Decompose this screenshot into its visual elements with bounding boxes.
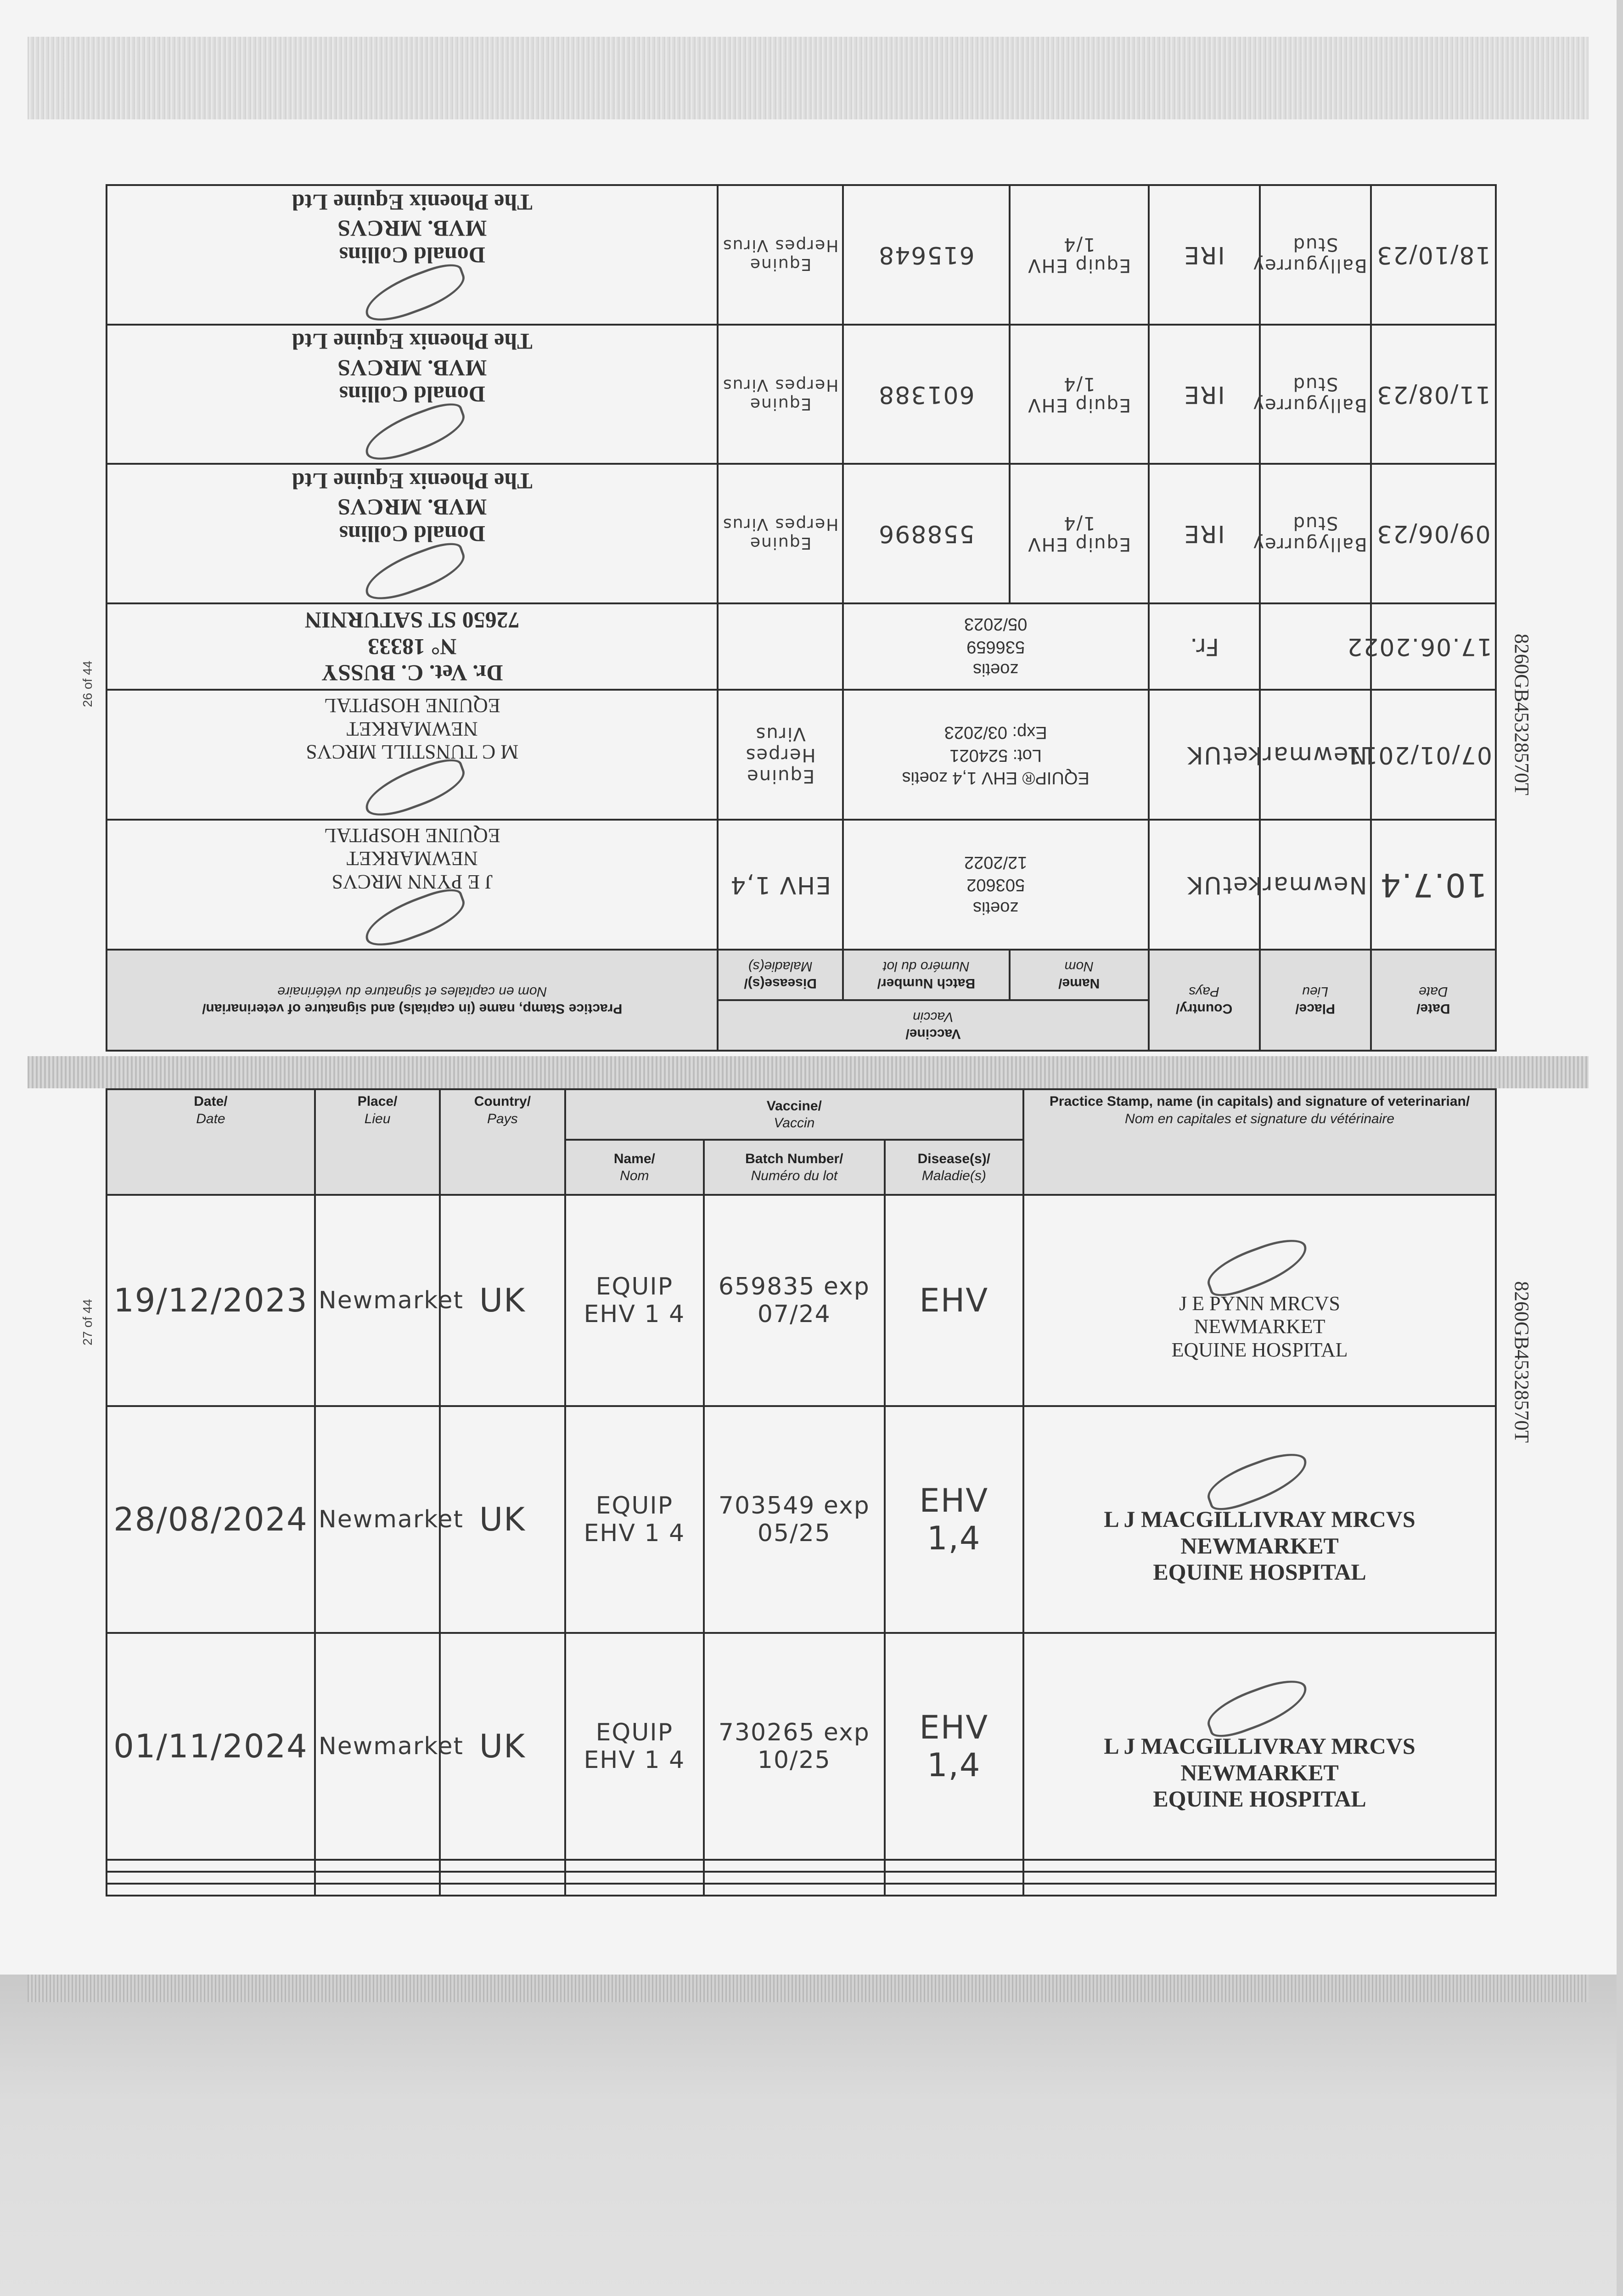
vaccination-table-lower [106, 1088, 1497, 1896]
cell-stamp [107, 325, 718, 464]
vet-stamp: Donald Collins MVB. MRCVS The Phoenix Equine Ltd [292, 329, 533, 408]
cell-date: 28/08/2024 [107, 1406, 315, 1633]
signature [353, 410, 472, 460]
cell-date: 18/10/23 [1371, 185, 1496, 325]
table-row [107, 1406, 1496, 1633]
cell-date: 09/06/23 [1371, 464, 1496, 603]
vet-stamp: J E PYNN MRCVS NEWMARKET EQUINE HOSPITAL [1171, 1292, 1348, 1361]
header-date: Date/ Date [107, 1089, 315, 1195]
vet-stamp: Donald Collins MVB. MRCVS The Phoenix Equine Ltd [292, 189, 533, 268]
header-place: Place/ Lieu [1260, 950, 1371, 1051]
cell-stamp [107, 464, 718, 603]
cell-name: Equip EHV 1/4 [1010, 325, 1149, 464]
cell-stamp [1023, 1633, 1496, 1860]
signature [1200, 1680, 1320, 1731]
signature [1200, 1453, 1320, 1504]
cell-batch: 615648 [843, 185, 1010, 325]
cell-name: EQUIP EHV 1 4 [565, 1406, 704, 1633]
table-row-empty [107, 1860, 1496, 1872]
cell-name: EQUIP EHV 1 4 [565, 1633, 704, 1860]
vet-stamp: J E PYNN MRCVS NEWMARKET EQUINE HOSPITAL [324, 824, 500, 893]
header-disease: Disease(s)/ Maladie(s) [885, 1140, 1024, 1195]
header-date: Date/ Date [1371, 950, 1496, 1051]
cell-country: UK [1149, 690, 1260, 820]
header-country: Country/ Pays [1149, 950, 1260, 1051]
cell-country: IRE [1149, 185, 1260, 325]
cell-place: Ballygurrey Stud [1260, 325, 1371, 464]
cell-batch: 730265 exp 10/25 [704, 1633, 884, 1860]
header-name: Name/ Nom [565, 1140, 704, 1195]
cell-country: UK [440, 1195, 565, 1406]
table-row [107, 464, 1496, 603]
cell-country: UK [440, 1406, 565, 1633]
cell-place: Ballygurrey Stud [1260, 464, 1371, 603]
table-header-row [107, 1000, 1496, 1051]
signature [353, 549, 472, 600]
cell-date: 19/12/2023 [107, 1195, 315, 1406]
cell-disease: Equine Herpes Virus [718, 325, 842, 464]
cell-disease: EHV 1,4 [885, 1406, 1024, 1633]
cell-stamp [107, 820, 718, 950]
table-row-empty [107, 1872, 1496, 1884]
cell-country: UK [1149, 820, 1260, 950]
signature [353, 765, 472, 816]
vet-stamp: L J MACGILLIVRAY MRCVS NEWMARKET EQUINE HOSPITAL [1104, 1506, 1415, 1585]
cell-disease [718, 603, 842, 690]
cell-vaccine-label: EQUIP® EHV 1,4 zoetis Lot: 524021 Exp: 03/2023 [843, 690, 1149, 820]
cell-batch: 601388 [843, 325, 1010, 464]
cell-stamp [107, 603, 718, 690]
cell-batch: 703549 exp 05/25 [704, 1406, 884, 1633]
signature [353, 895, 472, 946]
cell-stamp [1023, 1195, 1496, 1406]
cell-disease: EHV 1,4 [885, 1633, 1024, 1860]
vaccination-page-upper [106, 189, 1497, 1052]
cell-place: Newmarket [315, 1195, 440, 1406]
cell-stamp [107, 690, 718, 820]
cell-disease: Equine Herpes Virus [718, 690, 842, 820]
cell-disease: EHV 1,4 [718, 820, 842, 950]
scan-edge-bottom [0, 1975, 1623, 2296]
signature [353, 270, 472, 321]
signature [1200, 1239, 1320, 1290]
page-number-upper: 26 of 44 [80, 660, 95, 707]
cell-vaccine-label: zoetis 536659 05/2023 [843, 603, 1149, 690]
cell-batch: 659835 exp 07/24 [704, 1195, 884, 1406]
cell-country: UK [440, 1633, 565, 1860]
cell-disease: Equine Herpes Virus [718, 464, 842, 603]
cell-place: Newmarket [315, 1406, 440, 1633]
scan-edge-right [1617, 0, 1623, 2296]
vet-stamp: L J MACGILLIVRAY MRCVS NEWMARKET EQUINE HOSPITAL [1104, 1733, 1415, 1812]
table-row [107, 325, 1496, 464]
page-number-lower: 27 of 44 [80, 1299, 95, 1345]
cell-date: 10.7.4 [1371, 820, 1496, 950]
table-row [107, 690, 1496, 820]
table-row [107, 1195, 1496, 1406]
cell-place: Newmarket [315, 1633, 440, 1860]
cell-date: 11/08/23 [1371, 325, 1496, 464]
cell-name: Equip EHV 1/4 [1010, 185, 1149, 325]
cell-vaccine-label: zoetis 503602 12/2022 [843, 820, 1149, 950]
header-stamp: Practice Stamp, name (in capitals) and signature of veterinarian/ Nom en capitales et signature du vétérinaire [1023, 1089, 1496, 1195]
cell-disease: EHV [885, 1195, 1024, 1406]
header-batch: Batch Number/ Numéro du lot [704, 1140, 884, 1195]
table-header-row [107, 1089, 1496, 1140]
scan-edge-top [28, 37, 1589, 119]
table-row [107, 185, 1496, 325]
cell-date: 01/11/2024 [107, 1633, 315, 1860]
vaccination-table-upper [106, 184, 1497, 1052]
cell-place: Newmarket [1260, 690, 1371, 820]
table-row [107, 1633, 1496, 1860]
cell-batch: 558896 [843, 464, 1010, 603]
vaccination-page-lower [106, 1088, 1497, 1896]
cell-country: IRE [1149, 464, 1260, 603]
header-vaccine: Vaccine/ Vaccin [565, 1089, 1024, 1140]
header-vaccine: Vaccine/ Vaccin [718, 1000, 1148, 1051]
cell-name: EQUIP EHV 1 4 [565, 1195, 704, 1406]
vet-stamp: M C TUNSTILL MRCVS NEWMARKET EQUINE HOSPITAL [306, 694, 519, 764]
table-row [107, 820, 1496, 950]
cell-stamp [1023, 1406, 1496, 1633]
cell-stamp [107, 185, 718, 325]
cell-name: Equip EHV 1/4 [1010, 464, 1149, 603]
header-country: Country/ Pays [440, 1089, 565, 1195]
header-place: Place/ Lieu [315, 1089, 440, 1195]
cell-country: Fr. [1149, 603, 1260, 690]
table-row-empty [107, 1884, 1496, 1896]
margin-code-lower: 8260GB45328570T [1511, 1281, 1533, 1443]
margin-code-upper: 8260GB45328570T [1511, 634, 1533, 795]
cell-country: IRE [1149, 325, 1260, 464]
cell-date: 07/01/2011 [1371, 690, 1496, 820]
cell-disease: Equine Herpes Virus [718, 185, 842, 325]
vet-stamp: Donald Collins MVB. MRCVS The Phoenix Equine Ltd [292, 468, 533, 547]
header-batch: Batch Number/ Numéro du lot [843, 950, 1010, 1000]
vet-stamp: Dr. Vet. C. BUSSY N° 18333 72650 ST SATURNIN [304, 608, 520, 687]
page-gutter [28, 1056, 1589, 1088]
cell-date: 17.06.2022 [1371, 603, 1496, 690]
header-stamp: Practice Stamp, name (in capitals) and signature of veterinarian/ Nom en capitales et signature du vétérinaire [107, 950, 718, 1051]
table-row [107, 603, 1496, 690]
cell-place: Ballygurrey Stud [1260, 185, 1371, 325]
header-name: Name/ Nom [1010, 950, 1149, 1000]
cell-place: Newmarket [1260, 820, 1371, 950]
header-disease: Disease(s)/ Maladie(s) [718, 950, 842, 1000]
